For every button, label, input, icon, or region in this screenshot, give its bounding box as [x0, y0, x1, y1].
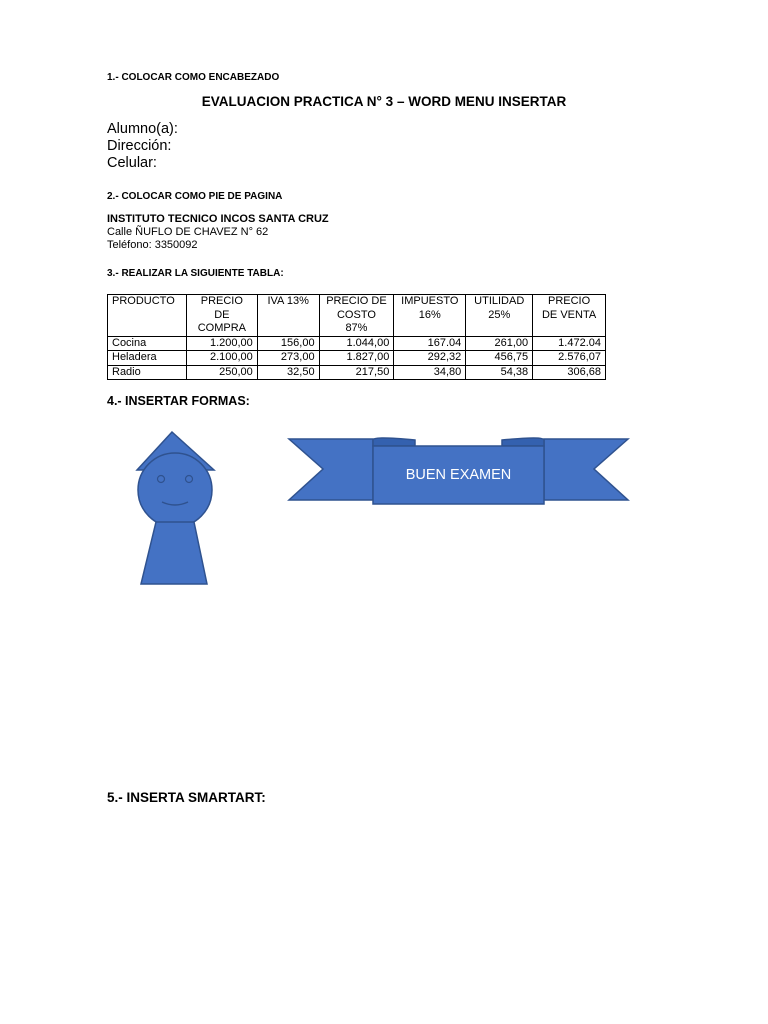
header-cell: PRODUCTO [108, 295, 187, 337]
table-cell: 261,00 [466, 336, 533, 351]
header-cell: PRECIO DE COMPRA [186, 295, 257, 337]
table-cell: Heladera [108, 351, 187, 366]
table-cell: 456,75 [466, 351, 533, 366]
body-shape [141, 522, 207, 584]
table-cell: 34,80 [394, 365, 466, 380]
table-row [108, 336, 606, 351]
table-cell: 273,00 [257, 351, 319, 366]
header-cell: PRECIO DE COSTO 87% [319, 295, 394, 337]
table-cell: 2.576,07 [533, 351, 606, 366]
table-header-row [108, 295, 606, 337]
header-cell: IMPUESTO 16% [394, 295, 466, 337]
header-fields [107, 121, 178, 172]
table-cell: 1.200,00 [186, 336, 257, 351]
student-name-label: Alumno(a): [107, 121, 178, 137]
phone-label: Celular: [107, 155, 157, 171]
instruction-smartart: 5.- INSERTA SMARTART: [107, 790, 266, 805]
institute-phone: Teléfono: 3350092 [107, 239, 198, 251]
table-cell: 167.04 [394, 336, 466, 351]
head-shape [138, 453, 212, 527]
table-cell: 54,38 [466, 365, 533, 380]
document-title: EVALUACION PRACTICA N° 3 – WORD MENU INSERTAR [201, 94, 567, 109]
table-cell: 2.100,00 [186, 351, 257, 366]
price-table [107, 294, 606, 380]
table-cell: 292,32 [394, 351, 466, 366]
table-cell: 156,00 [257, 336, 319, 351]
instruction-header: 1.- COLOCAR COMO ENCABEZADO [107, 72, 280, 83]
header-cell: UTILIDAD 25% [466, 295, 533, 337]
figure-shape [130, 428, 220, 588]
table-cell: 306,68 [533, 365, 606, 380]
table-cell: Cocina [108, 336, 187, 351]
table-cell: 1.472.04 [533, 336, 606, 351]
institute-name: INSTITUTO TECNICO INCOS SANTA CRUZ [107, 213, 329, 225]
banner-text: BUEN EXAMEN [405, 467, 512, 483]
table-cell: 250,00 [186, 365, 257, 380]
header-cell: PRECIO DE VENTA [533, 295, 606, 337]
right-eye [186, 476, 193, 483]
table-cell: 1.044,00 [319, 336, 394, 351]
table-row [108, 365, 606, 380]
instruction-table: 3.- REALIZAR LA SIGUIENTE TABLA: [107, 268, 284, 279]
left-eye [158, 476, 165, 483]
ribbon-banner [287, 436, 630, 508]
instruction-shapes: 4.- INSERTAR FORMAS: [107, 394, 250, 408]
table-cell: 32,50 [257, 365, 319, 380]
table-cell: Radio [108, 365, 187, 380]
address-label: Dirección: [107, 138, 172, 154]
instruction-footer: 2.- COLOCAR COMO PIE DE PAGINA [107, 191, 283, 202]
table-row [108, 351, 606, 366]
table-cell: 217,50 [319, 365, 394, 380]
footer-info [107, 213, 329, 252]
header-cell: IVA 13% [257, 295, 319, 337]
table-cell: 1.827,00 [319, 351, 394, 366]
institute-address: Calle ÑUFLO DE CHAVEZ N° 62 [107, 226, 269, 238]
